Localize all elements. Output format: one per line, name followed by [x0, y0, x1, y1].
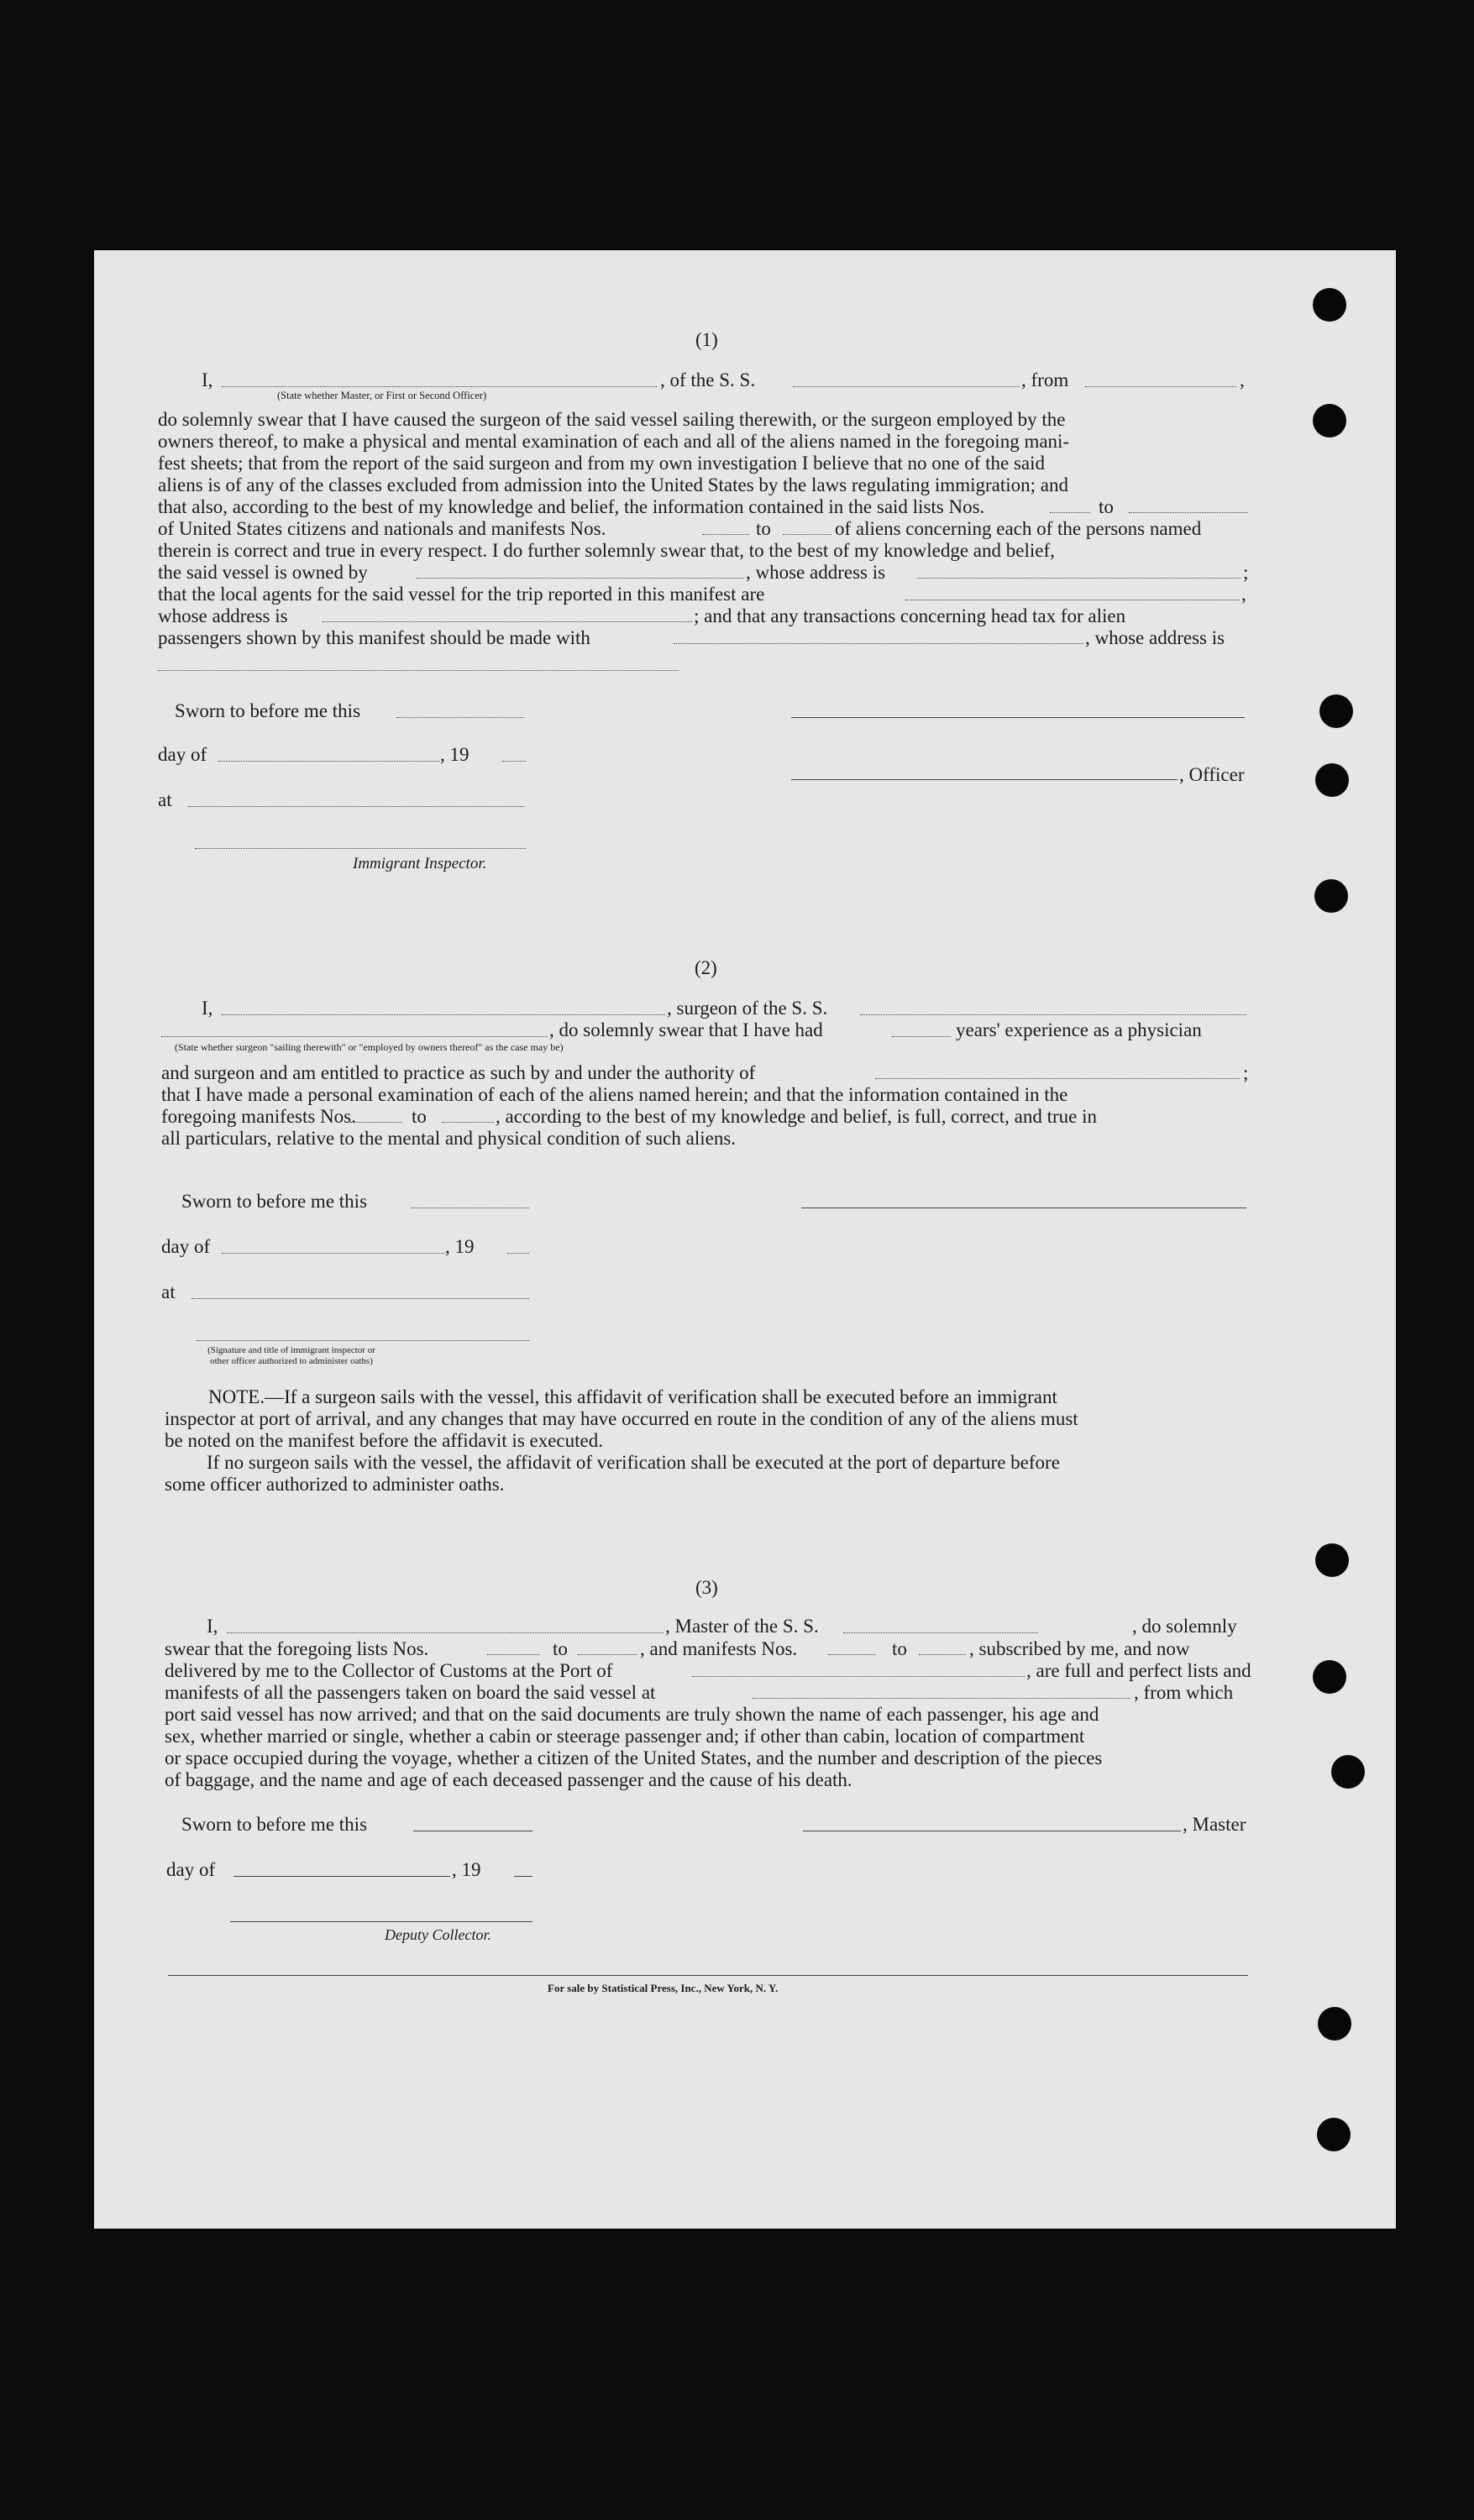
- s2-day-label: day of: [161, 1236, 211, 1257]
- s2-sig-caption-1: (Signature and title of immigrant inspector or: [207, 1345, 375, 1355]
- s1-lists-to-field[interactable]: [1129, 512, 1248, 513]
- s1-owner-field[interactable]: [417, 578, 744, 579]
- s1-at-field[interactable]: [188, 806, 524, 807]
- footer-rule: [168, 1975, 1248, 1976]
- s2-note-4: If no surgeon sails with the vessel, the affidavit of verification shall be executed at the port of departure before: [207, 1452, 1060, 1473]
- s2-year-label: , 19: [445, 1236, 475, 1257]
- section-1-number: (1): [695, 329, 718, 350]
- s1-owner-address-field[interactable]: [917, 578, 1241, 579]
- s3-year-field[interactable]: [514, 1876, 532, 1877]
- s1-year-field[interactable]: [502, 761, 526, 762]
- s1-headtax-address-field[interactable]: [158, 670, 679, 671]
- s2-sworn-label: Sworn to before me this: [181, 1191, 368, 1212]
- s2-sig-caption: [195, 1345, 388, 1367]
- s1-line11a: passengers shown by this manifest should be made with: [158, 627, 590, 648]
- s3-line3a: delivered by me to the Collector of Customs at the Port of: [165, 1660, 613, 1681]
- binder-hole: [1315, 1543, 1349, 1577]
- s3-collector-label: Deputy Collector.: [385, 1926, 491, 1943]
- s1-i-label: I,: [202, 369, 213, 390]
- s2-at-label: at: [161, 1281, 176, 1302]
- s3-master-of-label: , Master of the S. S.: [665, 1616, 819, 1637]
- s1-manifests-from-field[interactable]: [702, 534, 749, 535]
- s1-body-2: owners thereof, to make a physical and mental examination of each and all of the aliens named in the foregoing mani-: [158, 431, 1070, 452]
- s2-caption: (State whether surgeon "sailing therewith" or "employed by owners thereof" as the case may be): [175, 1041, 564, 1053]
- s1-line6a: of United States citizens and nationals and manifests Nos.: [158, 518, 606, 539]
- s2-line3a: and surgeon and am entitled to practice as such by and under the authority of: [161, 1062, 756, 1083]
- s1-from-port-field[interactable]: [1085, 386, 1236, 387]
- s1-line11b: , whose address is: [1085, 627, 1225, 648]
- s1-line5a: that also, according to the best of my knowledge and belief, the information contained in the said lists Nos.: [158, 496, 985, 517]
- s1-line10a: whose address is: [158, 605, 288, 626]
- s3-solemnly-label: , do solemnly: [1132, 1616, 1237, 1637]
- binder-hole: [1313, 288, 1346, 322]
- s2-manifests-to-field[interactable]: [442, 1122, 494, 1123]
- s3-vessel-field[interactable]: [843, 1632, 1038, 1633]
- manifest-affidavit-page: [94, 250, 1396, 2229]
- binder-hole: [1315, 763, 1349, 797]
- s1-line8c: ;: [1243, 562, 1249, 583]
- s1-line6b: to: [756, 518, 771, 539]
- s1-from-label: , from: [1021, 369, 1069, 390]
- s1-comma: ,: [1240, 369, 1245, 390]
- s1-body-4: aliens is of any of the classes excluded from admission into the United States by the laws regulating immigration; and: [158, 474, 1068, 495]
- s1-day-field[interactable]: [218, 761, 440, 762]
- binder-hole: [1319, 694, 1353, 728]
- s1-line9b: ,: [1241, 584, 1246, 605]
- s3-lists-to-field[interactable]: [578, 1654, 637, 1655]
- section-2-number: (2): [695, 957, 717, 978]
- s3-line2d: to: [892, 1638, 907, 1659]
- s1-signature-line[interactable]: [791, 717, 1245, 718]
- s2-line3b: ;: [1243, 1062, 1249, 1083]
- s2-at-field[interactable]: [191, 1298, 529, 1299]
- s1-line8b: , whose address is: [746, 562, 886, 583]
- s3-port-field[interactable]: [692, 1676, 1025, 1677]
- s1-inspector-line[interactable]: [195, 848, 526, 849]
- s2-note-2: inspector at port of arrival, and any changes that may have occurred en route in the condition of any of the aliens must: [165, 1408, 1078, 1429]
- s2-line5c: , according to the best of my knowledge and belief, is full, correct, and true in: [496, 1106, 1097, 1127]
- s3-lists-from-field[interactable]: [487, 1654, 539, 1655]
- section-3-number: (3): [695, 1577, 718, 1598]
- s3-day-field[interactable]: [233, 1876, 450, 1877]
- s3-year-label: , 19: [452, 1859, 481, 1880]
- s1-manifests-to-field[interactable]: [783, 534, 831, 535]
- s3-line4b: , from which: [1134, 1682, 1234, 1703]
- s1-of-ss-label: , of the S. S.: [660, 369, 756, 390]
- s2-note-5: some officer authorized to administer oaths.: [165, 1474, 505, 1495]
- s3-line2a: swear that the foregoing lists Nos.: [165, 1638, 429, 1659]
- s2-inspector-line[interactable]: [197, 1340, 529, 1341]
- s2-sailing-status-field[interactable]: [161, 1036, 548, 1037]
- s1-inspector-label: Immigrant Inspector.: [353, 855, 487, 872]
- s2-line4: that I have made a personal examination of each of the aliens named herein; and that the information contained in the: [161, 1084, 1068, 1105]
- s2-sig-caption-2: other officer authorized to administer oaths): [210, 1356, 373, 1366]
- s2-day-field[interactable]: [222, 1253, 445, 1254]
- s2-note-3: be noted on the manifest before the affidavit is executed.: [165, 1430, 603, 1451]
- s3-manifests-from-field[interactable]: [828, 1654, 875, 1655]
- s2-manifests-from-field[interactable]: [350, 1122, 402, 1123]
- binder-hole: [1313, 1660, 1346, 1694]
- s3-day-label: day of: [166, 1859, 216, 1880]
- binder-hole: [1317, 2118, 1351, 2151]
- s1-sworn-label: Sworn to before me this: [175, 700, 361, 721]
- s1-officer-label: , Officer: [1179, 764, 1245, 785]
- s1-officer-name-field[interactable]: [222, 386, 657, 387]
- binder-hole: [1331, 1755, 1365, 1789]
- s3-line2c: , and manifests Nos.: [640, 1638, 798, 1659]
- s3-i-label: I,: [207, 1616, 218, 1637]
- s1-year-label: , 19: [440, 744, 469, 765]
- s2-i-label: I,: [202, 998, 213, 1019]
- s1-line5b: to: [1099, 496, 1114, 517]
- s3-embark-port-field[interactable]: [753, 1698, 1130, 1699]
- s1-line7: therein is correct and true in every respect. I do further solemnly swear that, to the best of my knowledge and belief,: [158, 540, 1055, 561]
- s1-vessel-name-field[interactable]: [793, 386, 1020, 387]
- binder-hole: [1318, 2007, 1351, 2041]
- s1-line8a: the said vessel is owned by: [158, 562, 368, 583]
- s3-master-label: , Master: [1183, 1814, 1246, 1835]
- s2-line6: all particulars, relative to the mental and physical condition of such aliens.: [161, 1128, 737, 1149]
- s3-manifests-to-field[interactable]: [919, 1654, 966, 1655]
- s2-line5a: foregoing manifests Nos.: [161, 1106, 356, 1127]
- s1-line10b: ; and that any transactions concerning head tax for alien: [694, 605, 1126, 626]
- s3-line3b: , are full and perfect lists and: [1026, 1660, 1251, 1681]
- s2-note-1: NOTE.—If a surgeon sails with the vessel, this affidavit of verification shall be executed before an immigrant: [208, 1386, 1057, 1407]
- s1-line6c: of aliens concerning each of the persons named: [835, 518, 1202, 539]
- s1-caption: (State whether Master, or First or Second Officer): [277, 390, 487, 401]
- s1-officer-line[interactable]: [791, 779, 1178, 780]
- s3-line6: sex, whether married or single, whether a cabin or steerage passenger and; if other than cabin, location of compartment: [165, 1726, 1085, 1747]
- s2-authority-field[interactable]: [875, 1078, 1240, 1079]
- s2-years-label: years' experience as a physician: [956, 1019, 1202, 1040]
- s2-surgeon-name-field[interactable]: [222, 1014, 665, 1015]
- s3-line7: or space occupied during the voyage, whether a citizen of the United States, and the number and description of the pieces: [165, 1747, 1103, 1768]
- s2-swear-label: , do solemnly swear that I have had: [549, 1019, 823, 1040]
- s2-year-field[interactable]: [507, 1253, 529, 1254]
- s1-line9a: that the local agents for the said vessel for the trip reported in this manifest are: [158, 584, 765, 605]
- binder-hole: [1314, 879, 1348, 913]
- s3-collector-line[interactable]: [230, 1921, 532, 1922]
- s2-surgeon-of-label: , surgeon of the S. S.: [667, 998, 828, 1019]
- s1-at-label: at: [158, 789, 172, 810]
- s1-body-3: fest sheets; that from the report of the said surgeon and from my own investigation I believe that no one of the said: [158, 453, 1046, 474]
- s1-sworn-field[interactable]: [396, 717, 524, 718]
- s1-headtax-field[interactable]: [674, 643, 1083, 644]
- s2-vessel-field[interactable]: [860, 1014, 1246, 1015]
- s3-line8: of baggage, and the name and age of each deceased passenger and the cause of his death.: [165, 1769, 852, 1790]
- binder-hole: [1313, 404, 1346, 437]
- s1-body-1: do solemnly swear that I have caused the surgeon of the said vessel sailing therewith, or the surgeon employed by the: [158, 409, 1066, 430]
- s3-sworn-label: Sworn to before me this: [181, 1814, 368, 1835]
- s2-line5b: to: [412, 1106, 427, 1127]
- s1-agents-address-field[interactable]: [323, 621, 692, 622]
- s3-line4a: manifests of all the passengers taken on board the said vessel at: [165, 1682, 656, 1703]
- s1-day-label: day of: [158, 744, 207, 765]
- s1-lists-from-field[interactable]: [1050, 512, 1090, 513]
- s2-years-field[interactable]: [892, 1036, 951, 1037]
- s3-line2e: , subscribed by me, and now: [969, 1638, 1190, 1659]
- s3-line2b: to: [553, 1638, 568, 1659]
- s3-line5: port said vessel has now arrived; and that on the said documents are truly shown the name of each passenger, his age and: [165, 1704, 1099, 1725]
- s3-master-name-field[interactable]: [227, 1632, 664, 1633]
- footer-imprint: For sale by Statistical Press, Inc., New York, N. Y.: [548, 1982, 779, 1994]
